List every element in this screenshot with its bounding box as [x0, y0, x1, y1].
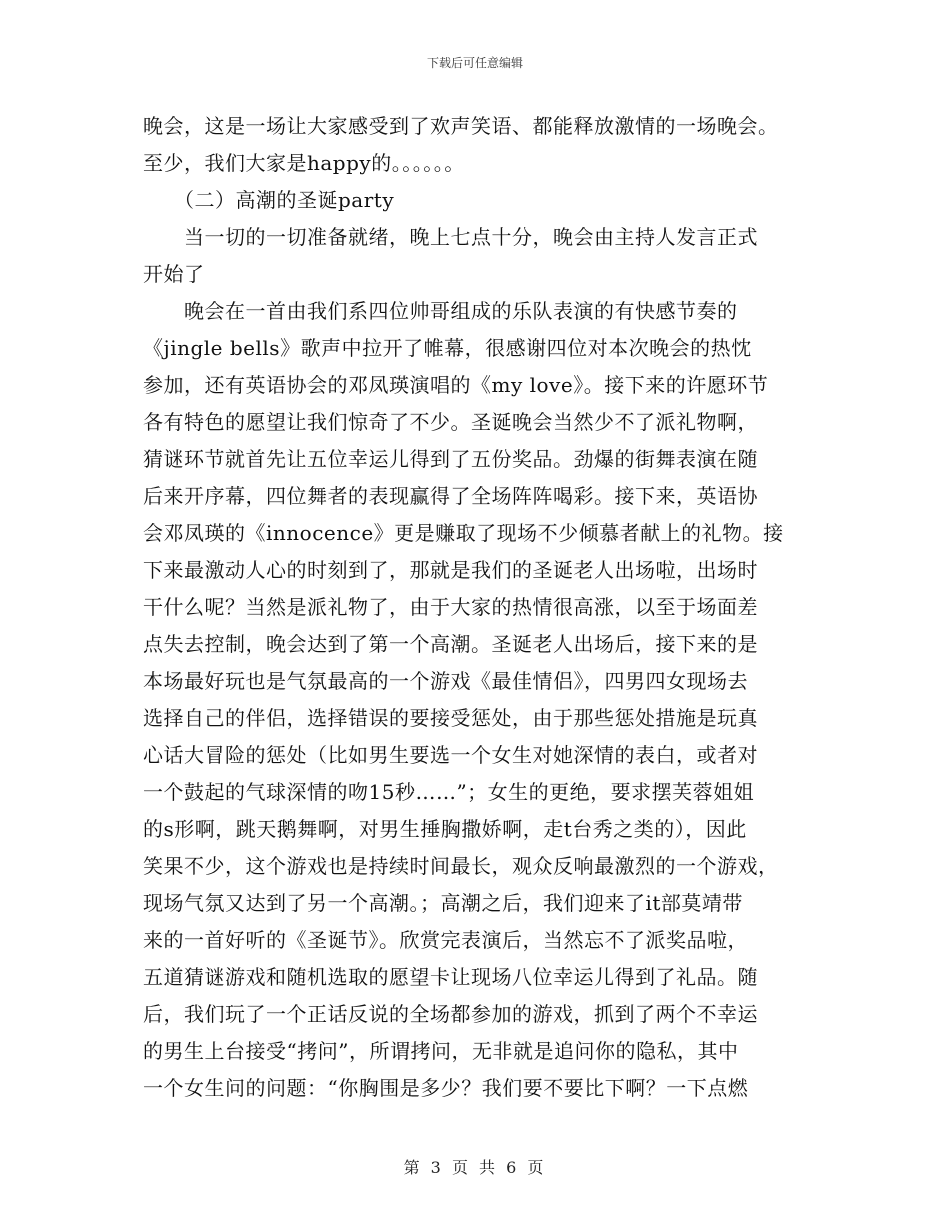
text-line: 来的一首好听的《圣诞节》。欣赏完表演后，当然忘不了派奖品啦，	[143, 928, 748, 952]
text-line: 一个女生问的问题：“你胸围是多少？我们要不要比下啊？一下点燃	[143, 1076, 749, 1100]
text-line: 后，我们玩了一个正话反说的全场都参加的游戏，抓到了两个不幸运	[143, 1002, 758, 1026]
text-line: 干什么呢？当然是派礼物了，由于大家的热情很高涨，以至于场面差	[143, 595, 758, 619]
text-line: 的s形啊，跳天鹅舞啊，对男生捶胸撒娇啊，走t台秀之类的），因此	[143, 817, 747, 841]
text-line: 当一切的一切准备就绪，晚上七点十分，晚会由主持人发言正式	[143, 225, 758, 249]
text-line: 各有特色的愿望让我们惊奇了不少。圣诞晚会当然少不了派礼物啊，	[143, 410, 758, 434]
text-line: 《jingle bells》歌声中拉开了帷幕，很感谢四位对本次晚会的热忱	[143, 336, 752, 360]
text-line: 参加，还有英语协会的邓凤瑛演唱的《my love》。接下来的许愿环节	[143, 373, 769, 397]
text-line: 五道猜谜游戏和随机选取的愿望卡让现场八位幸运儿得到了礼品。随	[143, 965, 758, 989]
text-line: 一个鼓起的气球深情的吻15秒……”；女生的更绝，要求摆芙蓉姐姐	[143, 780, 755, 804]
text-line: 点失去控制，晚会达到了第一个高潮。圣诞老人出场后，接下来的是	[143, 632, 758, 656]
text-line: 晚会，这是一场让大家感受到了欢声笑语、都能释放激情的一场晚会。	[143, 114, 779, 138]
section-heading: （二）高潮的圣诞party	[143, 188, 395, 212]
text-line: 至少，我们大家是happy的。。。。。。	[143, 151, 465, 175]
text-line: 的男生上台接受“拷问”，所谓拷问，无非就是追问你的隐私，其中	[143, 1039, 739, 1063]
text-line: 现场气氛又达到了另一个高潮。；高潮之后，我们迎来了it部莫靖带	[143, 891, 743, 915]
text-line: 会邓凤瑛的《innocence》更是赚取了现场不少倾慕者献上的礼物。接	[143, 521, 784, 545]
text-line: 本场最好玩也是气氛最高的一个游戏《最佳情侣》，四男四女现场去	[143, 669, 748, 693]
text-line: 下来最激动人心的时刻到了，那就是我们的圣诞老人出场啦，出场时	[143, 558, 758, 582]
text-line: 晚会在一首由我们系四位帅哥组成的乐队表演的有快感节奏的	[143, 299, 738, 323]
text-line: 猜谜环节就首先让五位幸运儿得到了五份奖品。劲爆的街舞表演在随	[143, 447, 758, 471]
document-body	[143, 108, 823, 1107]
text-line: 选择自己的伴侣，选择错误的要接受惩处，由于那些惩处措施是玩真	[143, 706, 758, 730]
text-line: 心话大冒险的惩处（比如男生要选一个女生对她深情的表白，或者对	[143, 743, 758, 767]
page-header: 下载后可任意编辑	[426, 56, 523, 70]
text-line: 开始了	[143, 262, 205, 286]
page-footer: 第 3 页 共 6 页	[403, 1158, 547, 1177]
text-line: 笑果不少，这个游戏也是持续时间最长，观众反响最激烈的一个游戏，	[143, 854, 779, 878]
text-line: 后来开序幕，四位舞者的表现赢得了全场阵阵喝彩。接下来，英语协	[143, 484, 758, 508]
